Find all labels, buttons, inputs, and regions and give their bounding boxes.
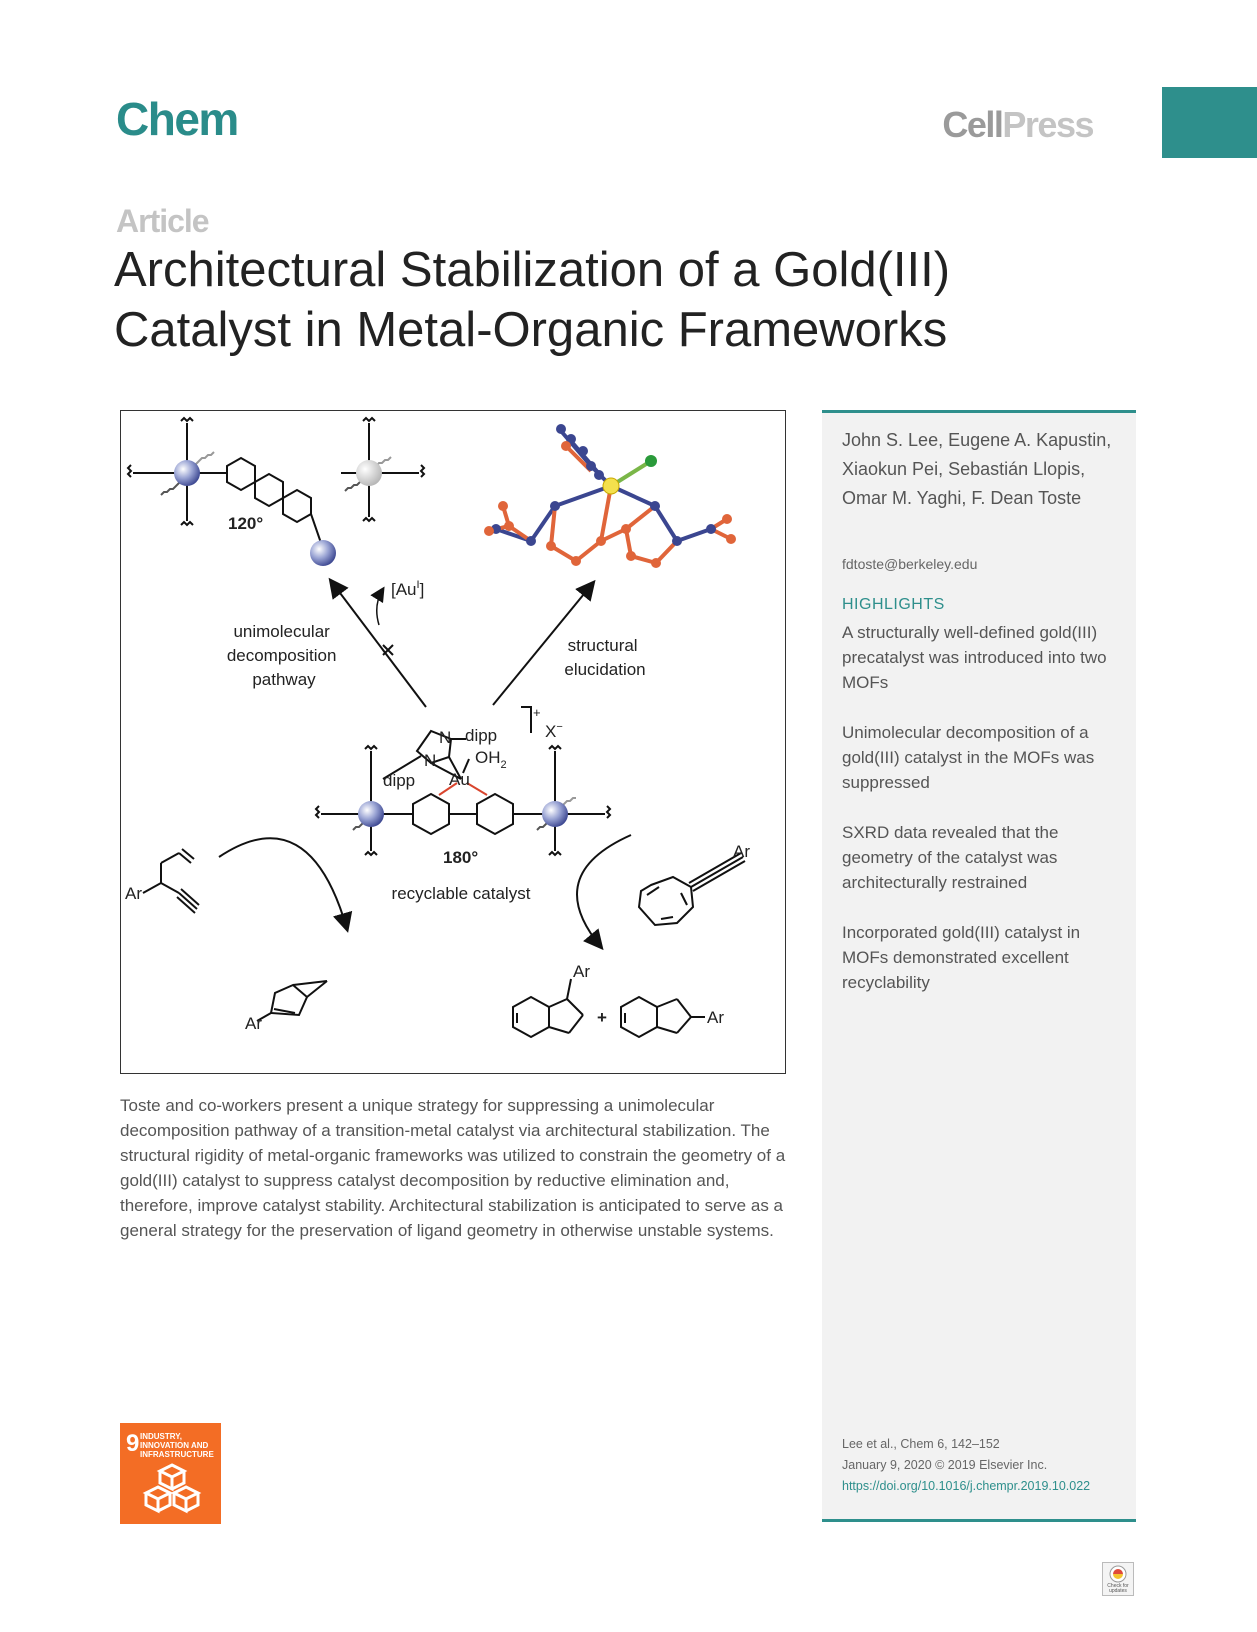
ar-label: Ar	[125, 884, 142, 903]
crossmark-label: Check for updates	[1107, 1583, 1129, 1594]
bent-linker-node	[128, 418, 321, 543]
highlight-item: SXRD data revealed that the geometry of the catalyst was architecturally restrained	[842, 823, 1059, 892]
publisher-logo	[942, 104, 1093, 146]
n-atom: N	[424, 751, 437, 770]
publisher-logo-bold: Cell	[942, 104, 1003, 145]
catalyst-label: recyclable catalyst	[391, 884, 531, 903]
citation-date: January 9, 2020 © 2019 Elsevier Inc.	[842, 1458, 1048, 1472]
corresponding-email[interactable]: fdtoste@berkeley.edu	[842, 556, 978, 572]
dipp-label: dipp	[383, 771, 416, 790]
highlights-list	[842, 620, 1127, 1020]
ar-label: Ar	[573, 962, 590, 981]
oh2-label: $OH_2$	[475, 748, 507, 771]
counterion-label: X−	[545, 721, 563, 741]
graphical-abstract	[120, 410, 786, 1074]
highlight-item: Incorporated gold(III) catalyst in MOFs demonstrated excellent recyclability	[842, 923, 1081, 992]
dipp-label: dipp	[465, 726, 498, 745]
bicyclic-product	[257, 981, 327, 1021]
publisher-logo-light: Press	[1002, 104, 1093, 145]
right-arrow-label: structural elucidation	[564, 636, 646, 679]
cubes-icon	[142, 1461, 202, 1516]
citation-journal: Lee et al., Chem 6, 142–152	[842, 1437, 1000, 1451]
angle-180-label: 180°	[443, 848, 479, 867]
doi-link[interactable]: https://doi.org/10.1016/j.chempr.2019.10.022	[842, 1479, 1091, 1493]
cycloisomerization-arrow-left	[219, 838, 347, 929]
page-title: Architectural Stabilization of a Gold(III) Catalyst in Metal-Organic Frameworks	[114, 243, 951, 357]
n-atom: N	[439, 728, 452, 747]
crossmark-icon	[1103, 1564, 1133, 1584]
highlight-item: A structurally well-defined gold(III) precatalyst was introduced into two MOFs	[842, 623, 1107, 692]
angle-120-label: 120°	[228, 514, 264, 533]
header-color-tab	[1162, 87, 1257, 158]
metal-node-sphere	[310, 540, 336, 566]
enyne-substrate	[143, 849, 199, 913]
highlights-heading: HIGHLIGHTS	[842, 596, 945, 613]
indene-product-2	[621, 997, 705, 1037]
crystal-structure	[484, 424, 736, 568]
left-arrow-label: unimolecular decomposition pathway	[226, 622, 337, 689]
article-type: Article	[116, 203, 209, 239]
sdg-badge	[120, 1423, 221, 1524]
summary-paragraph: Toste and co-workers present a unique strategy for suppressing a unimolecular decomposition pathway of a transition-metal catalyst via architectural stabilization. The structural rigidity of metal-organic frameworks was utilized to constrain the geometry of a gold(III) catalyst to suppress catalyst decomposition by reductive elimination and, therefore, improve catalyst stability. Architectural stabilization is anticipated to serve as a general strategy for the preservation of ligand geometry in otherwise unstable systems.	[120, 1096, 786, 1240]
cycloisomerization-arrow-right	[577, 835, 631, 947]
empty-node	[341, 418, 424, 521]
journal-logo: Chem	[116, 93, 238, 145]
blocked-mark	[383, 645, 393, 655]
sdg-number: 9	[126, 1430, 140, 1457]
citation-block	[842, 1434, 1090, 1497]
highlight-item: Unimolecular decomposition of a gold(III) catalyst in the MOFs was suppressed	[842, 723, 1095, 792]
ar-label: Ar	[707, 1008, 724, 1027]
check-for-updates-badge[interactable]	[1102, 1562, 1134, 1596]
sdg-label: INDUSTRY, INNOVATION AND INFRASTRUCTURE	[140, 1432, 214, 1459]
indene-product-1	[513, 979, 583, 1037]
ar-label: Ar	[245, 1014, 262, 1033]
au-center-label: Au	[449, 770, 470, 789]
metal-node-sphere	[174, 460, 200, 486]
sidebar-panel	[822, 410, 1136, 1522]
plus-sign: +	[597, 1008, 607, 1027]
charge-label: +	[533, 705, 541, 720]
au-i-reagent: $[Au^I]$	[391, 579, 425, 599]
author-list: John S. Lee, Eugene A. Kapustin, Xiaokun Pei, Sebastián Llopis, Omar M. Yaghi, F. Dean Toste	[842, 430, 1112, 508]
ar-label: Ar	[733, 842, 750, 861]
cycloheptatriene-substrate	[639, 853, 745, 925]
